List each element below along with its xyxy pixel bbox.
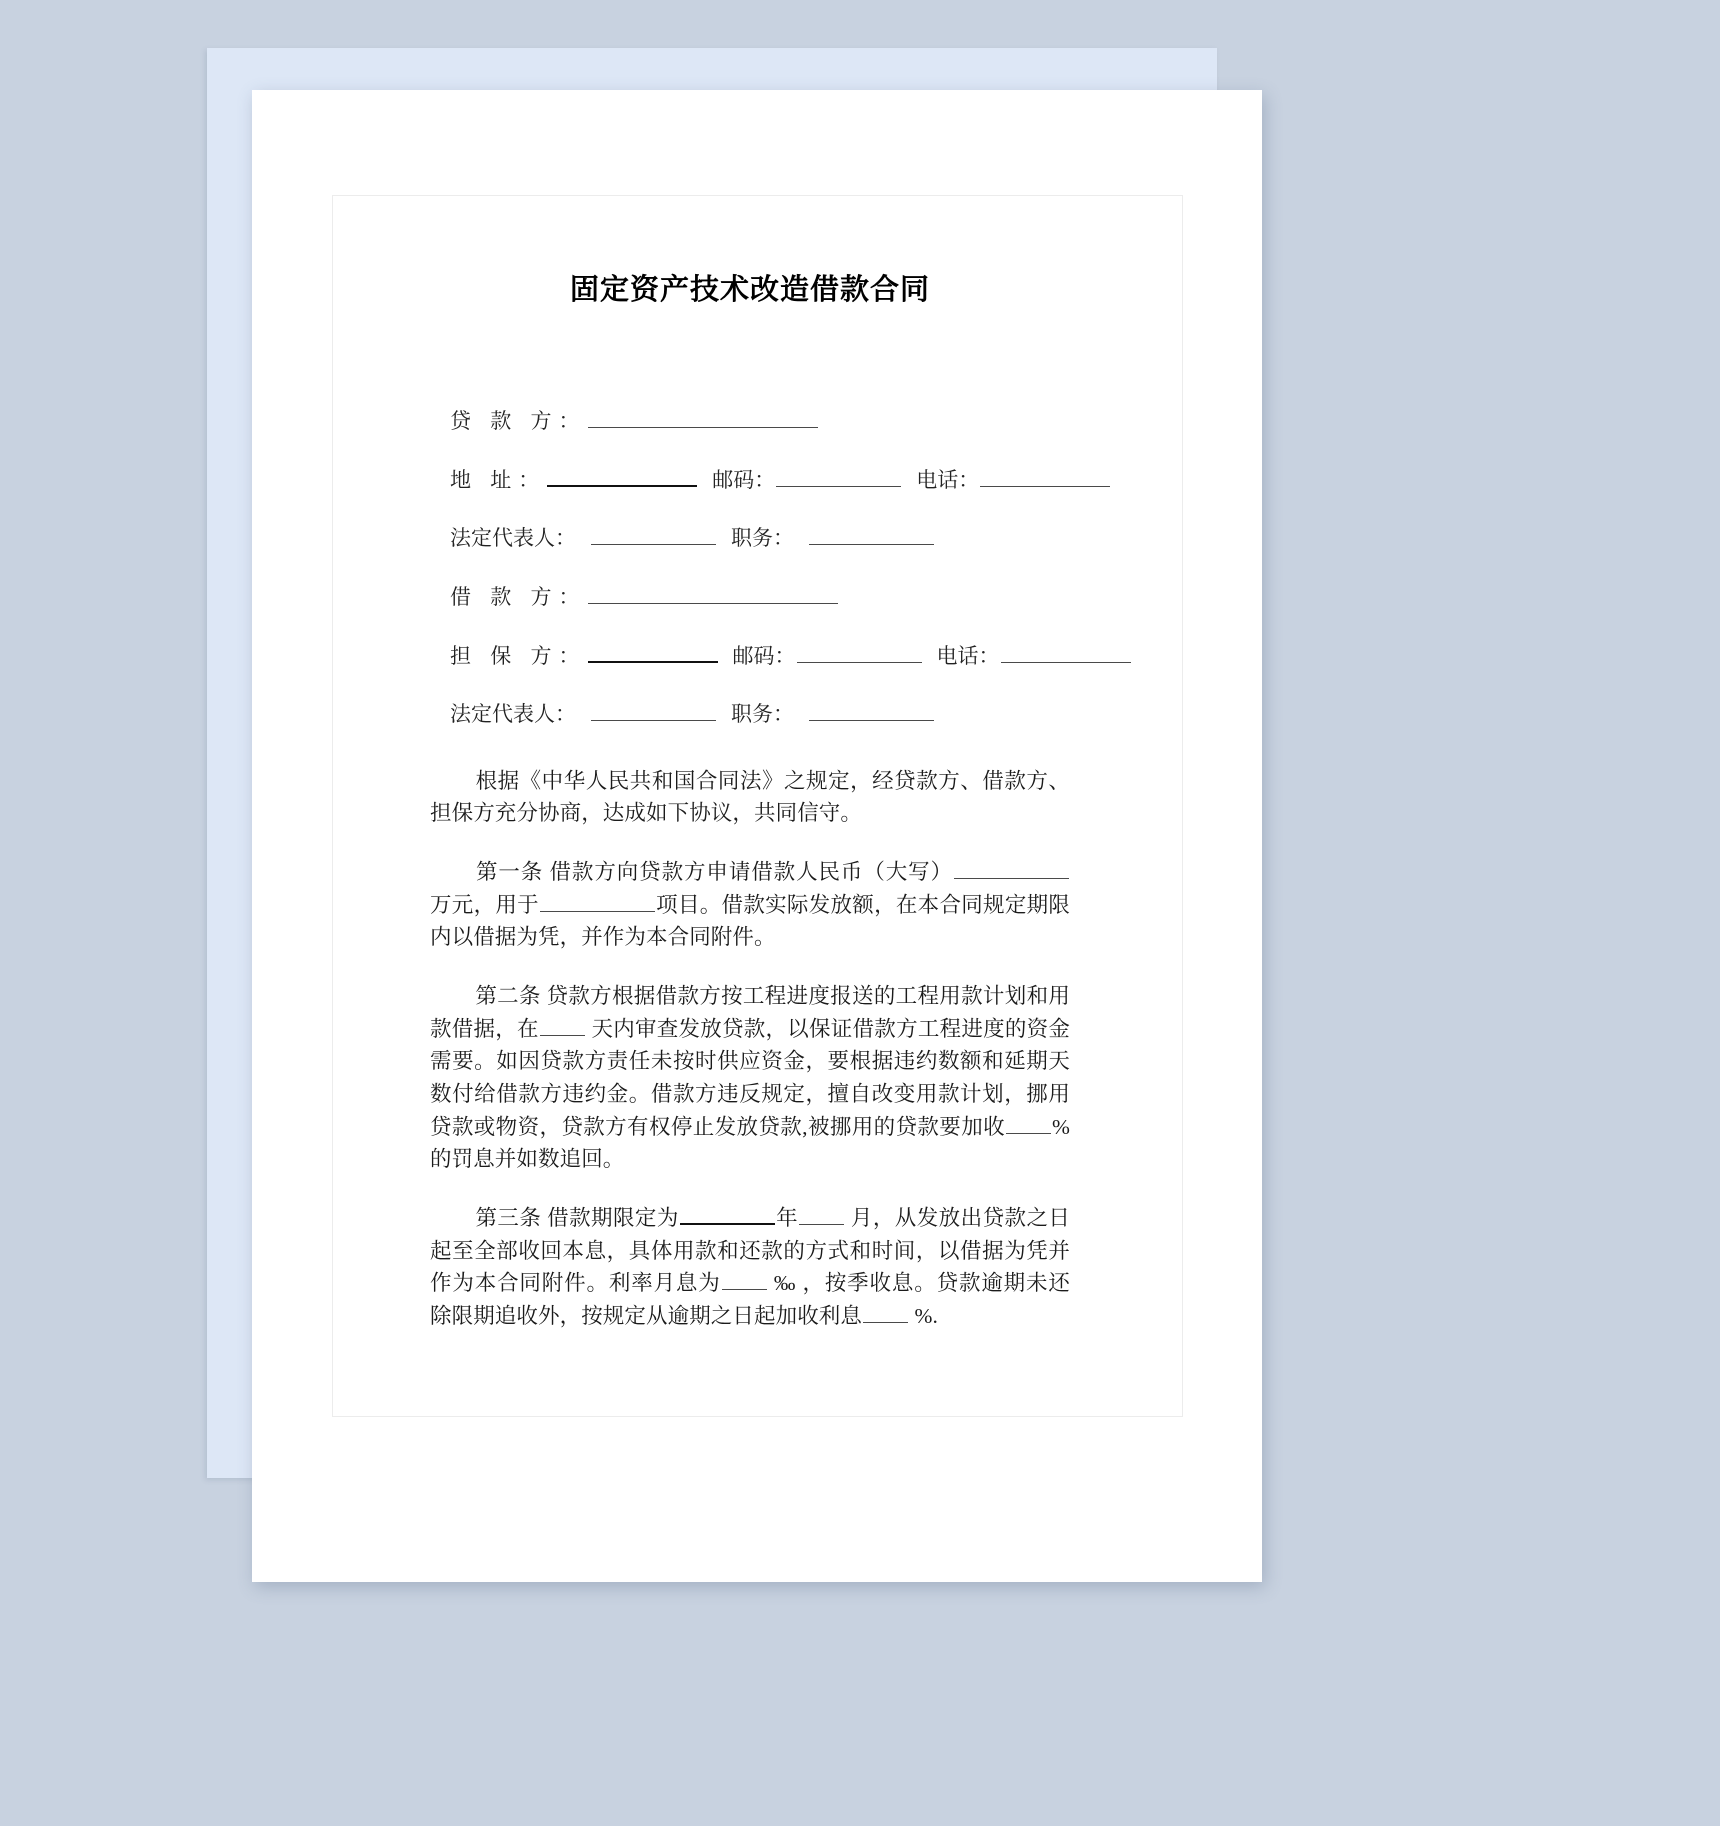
phone-label-2: 电话：	[936, 644, 1000, 669]
article-2-penalty-blank[interactable]	[1006, 1112, 1051, 1133]
article-2-text-1: 贷款方根据借款方按工程进度报送的工程用款计划和用款借据，在	[430, 984, 1070, 1041]
article-3-text-1: 借款期限定为	[547, 1206, 679, 1231]
preamble-paragraph	[430, 765, 1070, 830]
article-1-project-blank[interactable]	[540, 890, 655, 911]
article-3-text-5: %.	[914, 1304, 938, 1329]
guarantor-line	[430, 641, 1070, 670]
borrower-label: 借 款 方：	[450, 584, 587, 609]
document-body	[430, 272, 1070, 1359]
legal-rep-label: 法定代表人：	[450, 526, 576, 551]
position-label: 职务：	[731, 526, 794, 551]
title-spacer	[430, 307, 1070, 407]
article-2-text-3: %的罚息并如数追回。	[430, 1114, 1070, 1172]
article-3-overdue-blank[interactable]	[863, 1302, 908, 1323]
postcode-blank[interactable]	[776, 466, 901, 487]
legal-rep-line-2	[430, 700, 1070, 728]
article-1-text-3: 项目。借款实际发放额，在本合同规定期限内以借据为凭，并作为本合同附件。	[430, 892, 1070, 950]
phone-blank[interactable]	[980, 466, 1110, 487]
phone-blank-2[interactable]	[1001, 642, 1131, 663]
legal-rep-blank[interactable]	[591, 524, 716, 545]
article-2-number: 第二条	[475, 984, 541, 1009]
article-3-number: 第三条	[475, 1206, 542, 1231]
lender-blank[interactable]	[588, 407, 818, 428]
article-1-text-2: 万元，用于	[430, 892, 539, 917]
article-3-text-3: 月，从发放出贷款之日起至全部收回本息，具体用款和还款的方式和时间，以借据为凭并作为本合同附件。利率月息为	[430, 1206, 1070, 1296]
article-2-days-blank[interactable]	[540, 1014, 585, 1035]
position-label-2: 职务：	[731, 702, 794, 727]
address-label: 地 址：	[450, 468, 547, 493]
article-3-year-blank[interactable]	[680, 1203, 775, 1225]
legal-rep-blank-2[interactable]	[591, 700, 716, 721]
guarantor-blank[interactable]	[588, 641, 718, 663]
party-form-block	[430, 407, 1070, 729]
article-1-number: 第一条	[475, 860, 544, 885]
phone-label: 电话：	[916, 468, 980, 493]
guarantor-label: 担 保 方：	[450, 644, 587, 669]
article-3-text-4: ‰ ，按季收息。贷款逾期未还除限期追收外，按规定从逾期之日起加收利息	[430, 1271, 1070, 1329]
postcode-label-2: 邮码：	[732, 644, 796, 669]
borrower-line	[430, 583, 1070, 611]
position-blank[interactable]	[809, 524, 934, 545]
article-1-text-1: 借款方向贷款方申请借款人民币（大写）	[549, 860, 953, 885]
article-1-amount-blank[interactable]	[954, 858, 1069, 879]
document-title: 固定资产技术改造借款合同	[569, 272, 930, 306]
article-2-text-2: 天内审查发放贷款，以保证借款方工程进度的资金需要。如因贷款方责任未按时供应资金，要根据违约数额和延期天数付给借款方违约金。借款方违反规定，擅自改变用款计划，挪用贷款或物资，贷款方有权停止发放贷款,被挪用的贷款要加收	[430, 1016, 1070, 1139]
borrower-blank[interactable]	[588, 583, 838, 604]
article-3-text-2: 年	[775, 1206, 799, 1231]
article-3-month-blank[interactable]	[799, 1204, 844, 1225]
position-blank-2[interactable]	[809, 700, 934, 721]
legal-rep-line	[430, 524, 1070, 552]
address-blank[interactable]	[547, 465, 697, 487]
article-3-rate-blank[interactable]	[722, 1269, 767, 1290]
postcode-label: 邮码：	[712, 468, 776, 493]
article-3-paragraph	[430, 1202, 1070, 1333]
preamble-text: 根据《中华人民共和国合同法》之规定，经贷款方、借款方、担保方充分协商，达成如下协议，共同信守。	[430, 768, 1070, 826]
legal-rep-label-2: 法定代表人：	[450, 702, 576, 727]
article-2-paragraph	[430, 980, 1070, 1176]
postcode-blank-2[interactable]	[797, 642, 922, 663]
lender-label: 贷 款 方：	[450, 408, 587, 433]
document-page	[252, 90, 1262, 1582]
lender-line	[430, 407, 1070, 435]
address-line	[430, 465, 1070, 494]
article-1-paragraph	[430, 856, 1070, 954]
